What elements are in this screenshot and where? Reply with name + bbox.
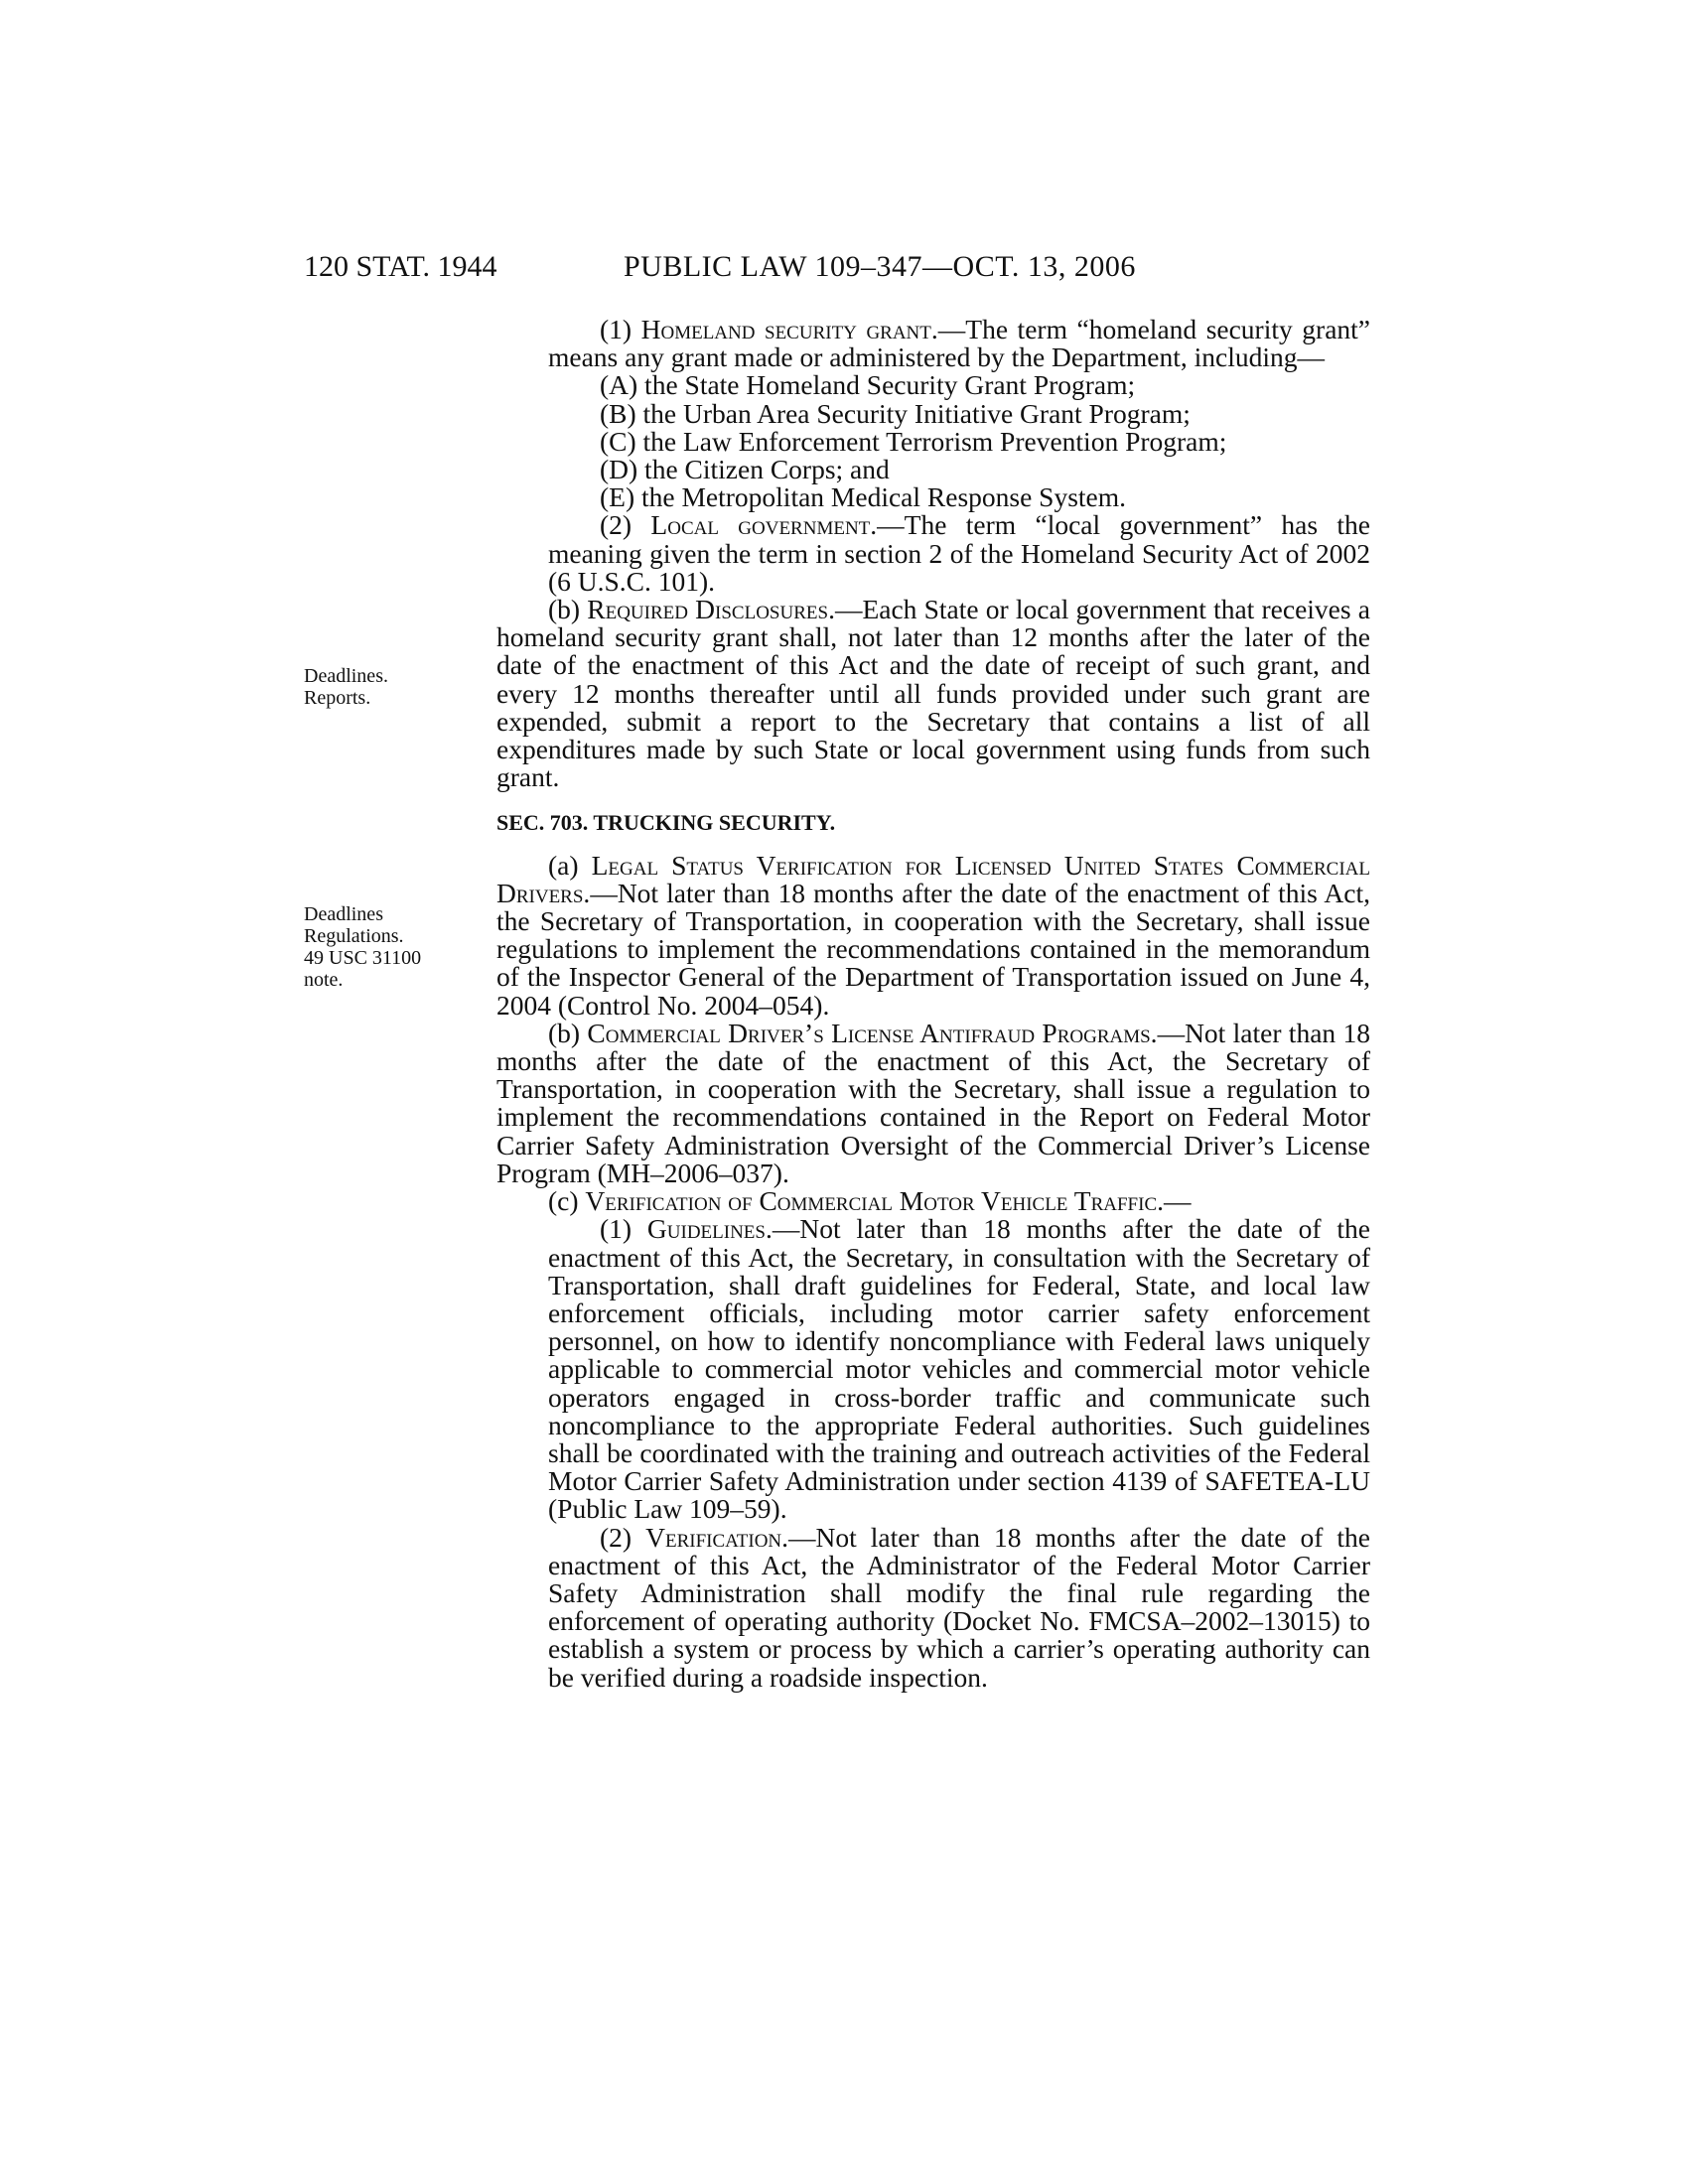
page-reference: 120 STAT. 1944 [304,250,497,283]
list-item: (B) the Urban Area Security Initiative Grant Program; [600,397,1191,429]
subsection-heading: Commercial Driver’s License Antifraud Programs. [587,1017,1158,1048]
list-item: (D) the Citizen Corps; and [600,454,890,485]
paragraph-local-government: (2) Local government.—The term “local government” has the meaning given the term in section 2 of the Homeland Security Act of 2002 (6 U.S.C. 101). [548,509,1370,597]
margin-note-deadlines-regulations [304,903,453,991]
paragraph-cdl-antifraud: (b) Commercial Driver’s License Antifraud Programs.—Not later than 18 months after the date of the enactment of this Act, the Secretary of Transportation, in cooperation with the Secretary, shall issue a regulation to implement the recommendations contained in the Report on Federal Motor Carrier Safety Administration Oversight of the Commercial Driver’s License Program (MH–2006–037). [496,1017,1370,1188]
public-law-title: PUBLIC LAW 109–347—OCT. 13, 2006 [624,250,1136,283]
term-heading: Guidelines. [646,1213,773,1245]
paragraph-legal-status-verification: (a) Legal Status Verification for Licensed United States Commercial Drivers.—Not later than 18 months after the date of the enactment of this Act, the Secretary of Transportation, in cooperation with the Secretary, shall issue regulations to implement the recommendations contained in the memorandum of the Inspector General of the Department of Transportation issued on June 4, 2004 (Control No. 2004–054). [496,849,1370,1021]
term-heading: Local government. [650,509,878,541]
document-body [496,316,1370,1692]
margin-note-line: Regulations. [304,925,404,947]
paragraph-homeland-security-grant: (1) Homeland security grant.—The term “homeland security grant” means any grant made or administered by the Department, including— [548,314,1370,373]
paragraph-verification: (2) Verification.—Not later than 18 months after the date of the enactment of this Act, the Administrator of the Federal Motor Carrier Safety Administration shall modify the final rule regarding the enforcement of operating authority (Docket No. FMCSA–2002–13015) to establish a system or process by which a carrier’s operating authority can be verified during a roadside inspection. [548,1521,1370,1693]
margin-note-line: Deadlines. [304,665,388,687]
term-heading: Verification. [645,1521,789,1553]
page-header [0,250,1688,290]
paragraph-cmv-traffic-verification: (c) Verification of Commercial Motor Vehicle Traffic.— [548,1185,1192,1217]
paragraph-guidelines: (1) Guidelines.—Not later than 18 months after the date of the enactment of this Act, the Secretary, in consultation with the Secretary of Transportation, shall draft guidelines for Federal, State, and local law enforcement officials, including motor carrier safety enforcement personnel, on how to identify noncompliance with Federal laws uniquely applicable to commercial motor vehicles and commercial motor vehicle operators engaged in cross-border traffic and communicate such noncompliance to the appropriate Federal authorities. Such guidelines shall be coordinated with the training and outreach activities of the Federal Motor Carrier Safety Administration under section 4139 of SAFETEA-LU (Public Law 109–59). [548,1213,1370,1525]
margin-note-line: 49 USC 31100 [304,947,422,969]
subsection-heading: Legal Status Verification for Licensed United States Commercial Drivers. [496,849,1370,908]
list-item: (A) the State Homeland Security Grant Program; [600,369,1136,401]
section-heading: SEC. 703. TRUCKING SECURITY. [496,810,836,836]
margin-note-line: note. [304,969,344,991]
term-heading: Homeland security grant. [640,314,938,344]
margin-note-deadlines-reports [304,665,453,709]
list-item: (E) the Metropolitan Medical Response System. [600,481,1127,513]
paragraph-required-disclosures: (b) Required Disclosures.—Each State or local government that receives a homeland security grant shall, not later than 12 months after the later of the date of the enactment of this Act and the date of receipt of such grant, and every 12 months thereafter until all funds provided under such grant are expended, submit a report to the Secretary that contains a list of all expenditures made by such State or local government using funds from such grant. [496,594,1370,793]
margin-note-line: Deadlines [304,903,383,925]
list-item: (C) the Law Enforcement Terrorism Prevention Program; [600,425,1227,457]
subsection-heading: Required Disclosures. [587,594,835,625]
subsection-heading: Verification of Commercial Motor Vehicle Traffic. [585,1185,1164,1217]
margin-note-line: Reports. [304,687,371,709]
